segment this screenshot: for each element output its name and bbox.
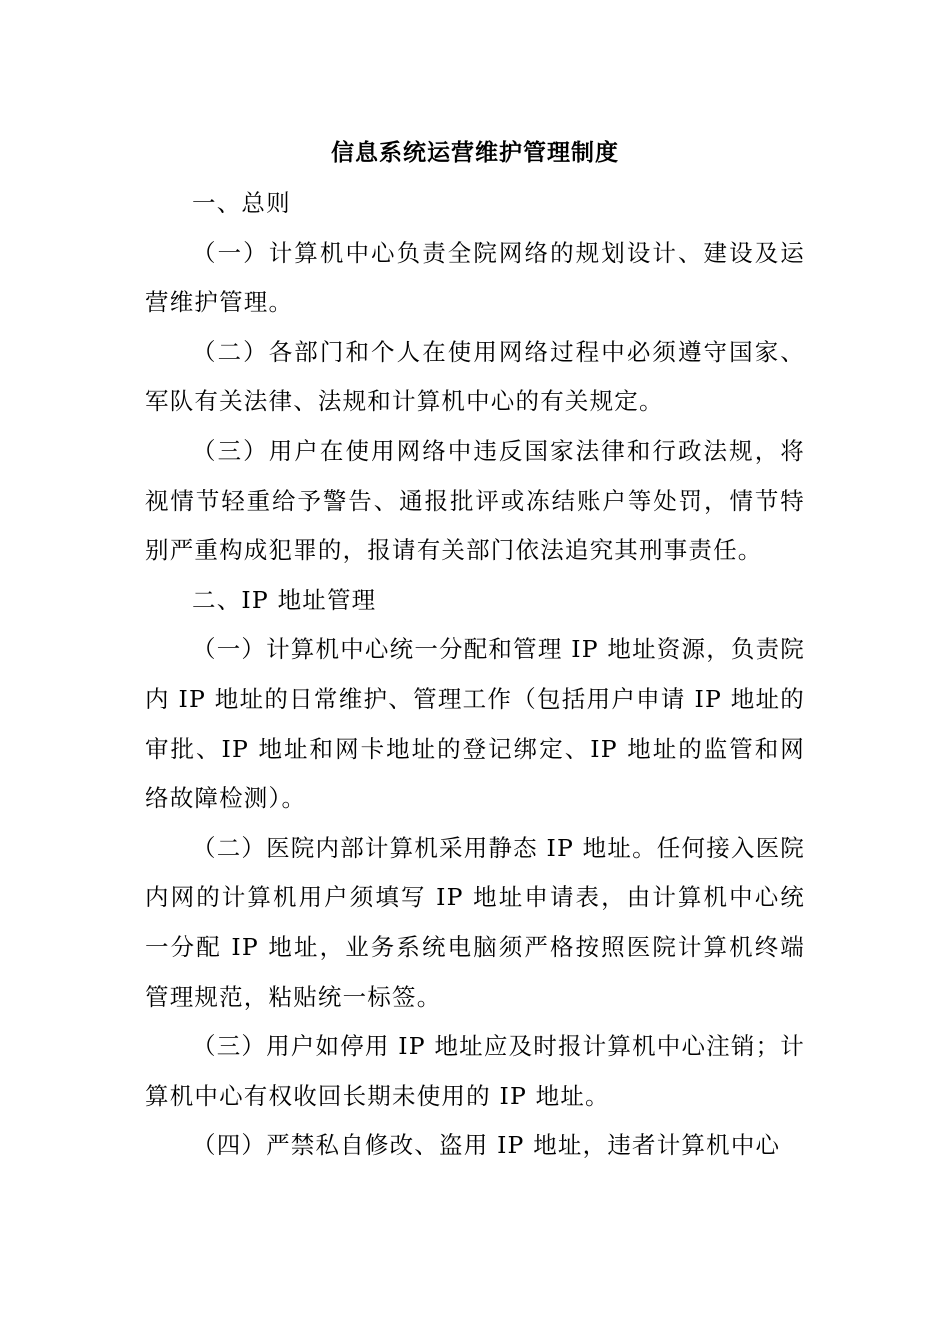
paragraph: （一）计算机中心统一分配和管理 IP 地址资源，负责院内 IP 地址的日常维护、管理工作（包括用户申请 IP 地址的审批、IP 地址和网卡地址的登记绑定、IP 地址的监管和网络故障检测）。 <box>145 635 805 813</box>
paragraph: （四）严禁私自修改、盗用 IP 地址，违者计算机中心 <box>192 1131 781 1160</box>
paragraph: （二）各部门和个人在使用网络过程中必须遵守国家、军队有关法律、法规和计算机中心的有关规定。 <box>145 337 805 416</box>
paragraph: （二）医院内部计算机采用静态 IP 地址。任何接入医院内网的计算机用户须填写 IP 地址申请表，由计算机中心统一分配 IP 地址，业务系统电脑须严格按照医院计算机终端管理规范，粘贴统一标签。 <box>145 833 805 1011</box>
paragraph: （一）计算机中心负责全院网络的规划设计、建设及运营维护管理。 <box>145 238 805 317</box>
document-body <box>145 179 805 1171</box>
paragraph: （三）用户如停用 IP 地址应及时报计算机中心注销；计算机中心有权收回长期未使用的 IP 地址。 <box>145 1032 805 1110</box>
document-title: 信息系统运营维护管理制度 <box>331 140 619 166</box>
paragraph: （三）用户在使用网络中违反国家法律和行政法规，将视情节轻重给予警告、通报批评或冻结账户等处罚，情节特别严重构成犯罪的，报请有关部门依法追究其刑事责任。 <box>145 436 805 565</box>
section-heading-ip-management: 二、IP 地址管理 <box>192 585 377 614</box>
section-heading-general: 一、总则 <box>192 189 291 217</box>
